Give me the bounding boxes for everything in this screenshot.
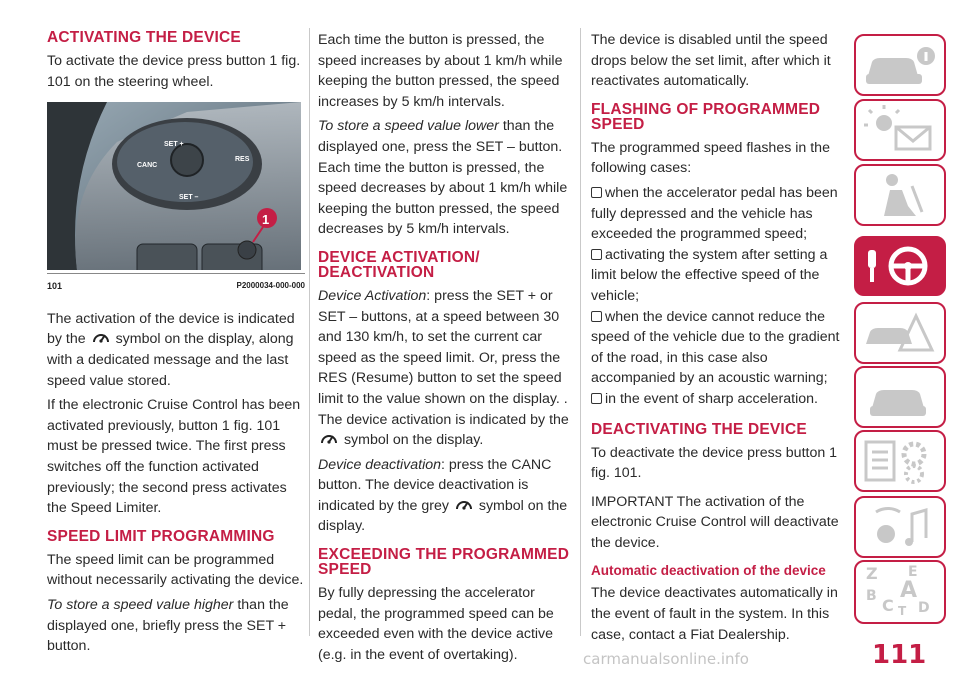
- heading-device-activation: DEVICE ACTIVATION/ DEACTIVATION: [318, 248, 480, 281]
- list-item: activating the system after setting a limit below the effective speed of the vehicle;: [591, 245, 849, 307]
- paragraph: The device deactivates automatically in the event of fault in the system. In this case, contact a Fiat Dealership.: [591, 585, 838, 643]
- paragraph: By fully depressing the accelerator pedal, the programmed speed can be exceeded even with the device active (e.g. in the event of overtaking).: [318, 585, 554, 663]
- paragraph: The device is disabled until the speed drops below the set limit, after which it reactivates automatically.: [591, 32, 831, 90]
- column-2: [318, 30, 572, 669]
- speed-limiter-grey-icon: [454, 498, 474, 512]
- column-3: [591, 30, 849, 649]
- steering-wheel-illustration: [47, 102, 301, 270]
- tab-warning-lights[interactable]: [854, 99, 946, 161]
- heading-deactivating-device: DEACTIVATING THE DEVICE: [591, 420, 807, 438]
- tab-car-info[interactable]: [854, 34, 946, 96]
- list-item: when the device cannot reduce the speed of the vehicle due to the gradient of the road, in this case also accompanied by an acoustic warning;: [591, 307, 849, 389]
- label-set-plus: SET +: [164, 141, 184, 149]
- paragraph: To activate the device press button 1 fig. 101 on the steering wheel.: [47, 53, 301, 90]
- tab-index[interactable]: [854, 560, 946, 624]
- column-divider: [309, 28, 310, 636]
- tab-maintenance[interactable]: [854, 366, 946, 428]
- car-service-icon: [856, 368, 944, 426]
- figure-number: 101: [47, 281, 63, 292]
- tab-safety[interactable]: [854, 164, 946, 226]
- key-steering-wheel-icon: [856, 238, 944, 294]
- multimedia-icon: [856, 498, 944, 556]
- heading-flashing-speed: FLASHING OF PROGRAMMED SPEED: [591, 100, 821, 133]
- tab-emergency[interactable]: [854, 302, 946, 364]
- figure-code: P2000034-000-000: [236, 281, 305, 291]
- paragraph: Device deactivation: press the CANC button. The device deactivation is indicated by the grey symbol on the display.: [318, 456, 568, 535]
- paragraph: To store a speed value higher than the displayed one, briefly press the SET + button.: [47, 596, 289, 655]
- steering-wheel-figure: [47, 102, 301, 270]
- tab-technical-data[interactable]: [854, 430, 946, 492]
- paragraph: To store a speed value lower than the displayed one, press the SET – button. Each time the button is pressed, the speed decreases by about 1 km/h while keeping the button pressed, the speed decreases by 5 km/h intervals.: [318, 118, 568, 238]
- label-res: RES: [235, 156, 250, 164]
- heading-exceeding-speed: EXCEEDING THE PROGRAMMED SPEED: [318, 546, 570, 579]
- tab-starting-driving[interactable]: [854, 236, 946, 296]
- callout-number: 1: [262, 212, 270, 228]
- heading-activating-device: ACTIVATING THE DEVICE: [47, 29, 241, 46]
- heading-speed-limit-programming: SPEED LIMIT PROGRAMMING: [47, 527, 275, 545]
- paragraph-important: IMPORTANT The activation of the electronic Cruise Control will deactivate the device.: [591, 493, 839, 551]
- alphabetical-index-icon: Z E B A C D T: [866, 564, 930, 618]
- tab-multimedia[interactable]: [854, 496, 946, 558]
- watermark: carmanualsonline.info: [583, 650, 749, 668]
- subheading-automatic-deactivation: Automatic deactivation of the device: [591, 563, 826, 579]
- page-number: 111: [872, 640, 927, 670]
- list-item: when the accelerator pedal has been fully depressed and the vehicle has exceeded the programmed speed;: [591, 183, 849, 245]
- figure-caption: [47, 273, 305, 297]
- paragraph: Device Activation: press the SET + or SET – buttons, at a speed between 30 and 130 km/h, to set the current car speed as the speed limit. Or, press the RES (Resume) button to set the speed limit to the value shown on the display. . The device activation is indicated by the symbol on the display.: [318, 287, 569, 449]
- paragraph: The programmed speed flashes in the following cases:: [591, 139, 830, 177]
- car-info-icon: [856, 36, 944, 94]
- paragraph: Each time the button is pressed, the speed increases by about 1 km/h while keeping the button pressed, the speed increases by 5 km/h intervals.: [318, 32, 563, 110]
- label-canc: CANC: [137, 162, 158, 170]
- paragraph: The activation of the device is indicated by the symbol on the display, along with a dedicated message and the last speed value stored.: [47, 310, 295, 389]
- paragraph: The speed limit can be programmed without necessarily activating the device.: [47, 551, 304, 589]
- label-set-minus: SET –: [179, 194, 199, 202]
- warning-lights-icon: [856, 101, 944, 159]
- seatbelt-airbag-icon: [856, 166, 944, 224]
- speed-limiter-icon: [319, 432, 339, 446]
- paragraph: To deactivate the device press button 1 fig. 101.: [591, 444, 838, 482]
- breakdown-triangle-icon: [856, 304, 944, 362]
- column-1: [47, 30, 305, 661]
- list-item: in the event of sharp acceleration.: [591, 389, 849, 410]
- paragraph: If the electronic Cruise Control has been activated previously, button 1 fig. 101 must be pressed twice. The first press switches off the function activated previously; the second press activates the Speed Limiter.: [47, 397, 301, 517]
- speed-limiter-icon: [91, 331, 111, 345]
- specs-gears-icon: [856, 432, 944, 490]
- column-divider: [580, 28, 581, 636]
